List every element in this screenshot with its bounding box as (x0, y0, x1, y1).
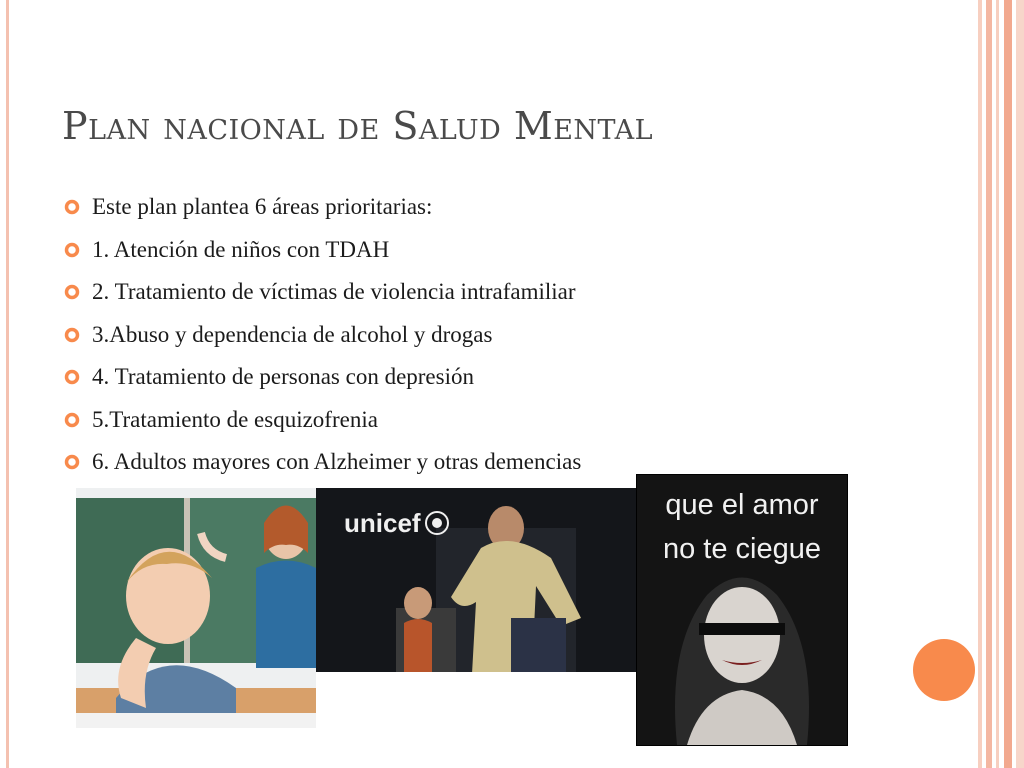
bullet-text: 6. Adultos mayores con Alzheimer y otras demencias (92, 449, 582, 475)
bullet-text: 3.Abuso y dependencia de alcohol y drogas (92, 321, 493, 347)
classroom-boy-photo (76, 488, 316, 728)
poster-caption (637, 483, 847, 571)
orange-ring-icon (64, 412, 80, 428)
right-decorative-stripes (978, 0, 1024, 768)
unicef-logo-text: unicef (344, 508, 421, 538)
unicef-photo (316, 488, 642, 672)
bullet-item (64, 356, 581, 399)
orange-circle-decoration (913, 639, 975, 701)
blindfold-poster-photo (636, 474, 848, 746)
orange-ring-icon (64, 369, 80, 385)
bullet-text: 5.Tratamiento de esquizofrenia (92, 406, 378, 432)
poster-caption-line2: no te ciegue (662, 533, 821, 565)
slide-title: Plan nacional de Salud Mental (62, 104, 654, 148)
bullet-text: 4. Tratamiento de personas con depresión (92, 364, 474, 390)
orange-ring-icon (64, 242, 80, 258)
bullet-item (64, 186, 581, 229)
bullet-text: 2. Tratamiento de víctimas de violencia intrafamiliar (92, 279, 576, 305)
orange-ring-icon (64, 327, 80, 343)
bullet-text: Este plan plantea 6 áreas prioritarias: (92, 194, 433, 220)
left-decorative-line (6, 0, 9, 768)
bullet-text: 1. Atención de niños con TDAH (92, 236, 390, 262)
orange-ring-icon (64, 454, 80, 470)
bullet-item (64, 271, 581, 314)
bullet-item (64, 314, 581, 357)
bullet-item (64, 441, 581, 484)
bullet-item (64, 399, 581, 442)
unicef-emblem-icon (424, 510, 450, 536)
bullet-item (64, 229, 581, 272)
orange-ring-icon (64, 284, 80, 300)
orange-ring-icon (64, 199, 80, 215)
poster-caption-line1: que el amor (665, 489, 819, 521)
bullet-list (64, 186, 581, 484)
